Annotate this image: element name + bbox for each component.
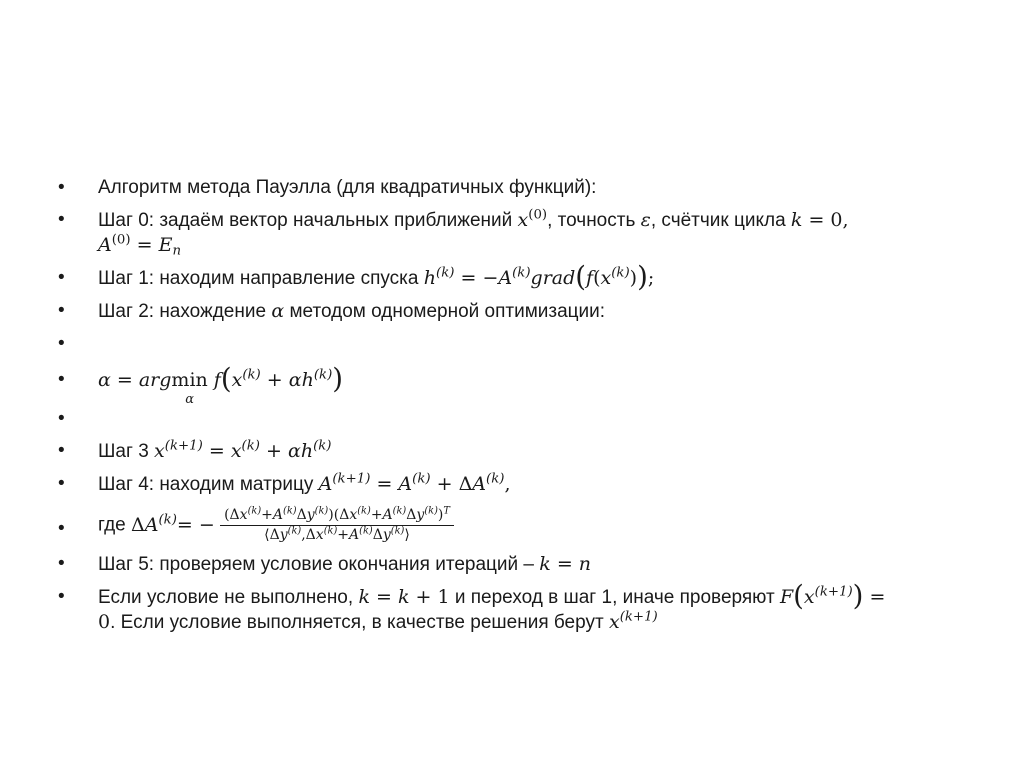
step0-text-a: Шаг 0: задаём вектор начальных приближений bbox=[98, 210, 518, 231]
math-k-zero: k bbox=[790, 209, 803, 231]
math-k-equals-n: k = n bbox=[539, 553, 592, 575]
list-item: • Если условие не выполнено, k = k + 1 и переход в шаг 1, иначе проверяют $F(x^{(k+1)})$ = 0. Если условие выполняется, в качестве решения берут $x^{(k+1)}$ bbox=[58, 580, 886, 633]
list-item: • Шаг 0: задаём вектор начальных приближений $x^{(0)}$, точность ε, счётчик цикла k = 0, $A^{(0)} = E_n$ bbox=[58, 207, 849, 259]
step0-text-c: , счётчик цикла bbox=[650, 210, 791, 231]
list-item: • Шаг 5: проверяем условие окончания итераций – k = n bbox=[58, 553, 592, 575]
math-k-increment: k = k + 1 bbox=[358, 586, 450, 608]
bullet-list bbox=[58, 176, 968, 643]
math-gradient-check: $F(x^{(k+1)})$ = bbox=[779, 580, 886, 613]
step5-text: Шаг 5: проверяем условие окончания итераций – bbox=[98, 554, 540, 575]
step0-text-b: , точность bbox=[547, 210, 641, 231]
math-solution: $x^{(k+1)}$ bbox=[608, 609, 658, 633]
list-item: • Шаг 3 $x^{(k+1)} = x^{(k)} + \alpha h^{(k)}$ bbox=[58, 438, 332, 462]
condition-text-b: и переход в шаг 1, иначе проверяют bbox=[449, 587, 780, 608]
step2-text-a: Шаг 2: нахождение bbox=[98, 301, 272, 322]
list-item: • где $\Delta A^{(k)}=$ − $\frac{(\Delta x^{(k)}+A^{(k)}\Delta y^{(k)})(\Delta x^{(k)}+A^{(k)}\Delta y^{(k)})^T}{⟨\Delta y^{(k)},\Delta x^{(k)}+A^{(k)}\Delta y^{(k)}⟩}$ bbox=[58, 507, 968, 544]
condition-text-c: . Если условие выполняется, в качестве решения берут bbox=[110, 612, 609, 633]
math-delta-a-fraction: $\frac{(\Delta x^{(k)}+A^{(k)}\Delta y^{(k)})(\Delta x^{(k)}+A^{(k)}\Delta y^{(k)})^T}{⟨\Delta y^{(k)},\Delta x^{(k)}+A^{(k)}\Delta y^{(k)}⟩}$ bbox=[220, 507, 454, 544]
step4-text: Шаг 4: находим матрицу bbox=[98, 474, 319, 495]
list-item: • Шаг 4: находим матрицу $A^{(k+1)} = A^{(k)} + \Delta A^{(k)}$, bbox=[58, 471, 511, 495]
list-item: • Шаг 1: находим направление спуска $h^{(k)}$ = $-A^{(k)}grad(f(x^{(k)}))$; bbox=[58, 261, 655, 294]
list-item: • bbox=[58, 333, 65, 354]
math-x0: $x^{(0)}$ bbox=[517, 207, 548, 231]
list-item: • Шаг 2: нахождение α методом одномерной оптимизации: bbox=[58, 300, 606, 322]
algorithm-title: Алгоритм метода Пауэлла (для квадратичных функций): bbox=[98, 177, 597, 198]
step2-text-b: методом одномерной оптимизации: bbox=[284, 301, 606, 322]
math-a-update: $A^{(k+1)} = A^{(k)} + \Delta A^{(k)}$, bbox=[318, 471, 511, 495]
math-x-update: $x^{(k+1)} = x^{(k)} + \alpha h^{(k)}$ bbox=[154, 438, 332, 462]
math-alpha: α bbox=[271, 300, 285, 322]
condition-text-a: Если условие не выполнено, bbox=[98, 587, 359, 608]
step3-text: Шаг 3 bbox=[98, 441, 155, 462]
where-text: где bbox=[98, 514, 132, 536]
math-alpha-argmin: α = argmin α $f(x^{(k)} + \alpha h^{(k)})$ bbox=[98, 363, 344, 407]
math-epsilon: ε bbox=[640, 209, 651, 231]
list-item: • α = argmin α $f(x^{(k)} + \alpha h^{(k)})$ bbox=[58, 363, 344, 407]
list-item: • Алгоритм метода Пауэлла (для квадратичных функций): bbox=[58, 177, 597, 198]
math-delta-a: $\Delta A^{(k)}=$ − bbox=[131, 512, 215, 536]
step1-text: Шаг 1: находим направление спуска bbox=[98, 268, 424, 289]
math-a0-en: $A^{(0)}$ bbox=[98, 232, 131, 256]
list-item: • bbox=[58, 408, 65, 429]
math-descent-direction: $h^{(k)}$ = $-A^{(k)}grad(f(x^{(k)}))$; bbox=[423, 261, 655, 294]
